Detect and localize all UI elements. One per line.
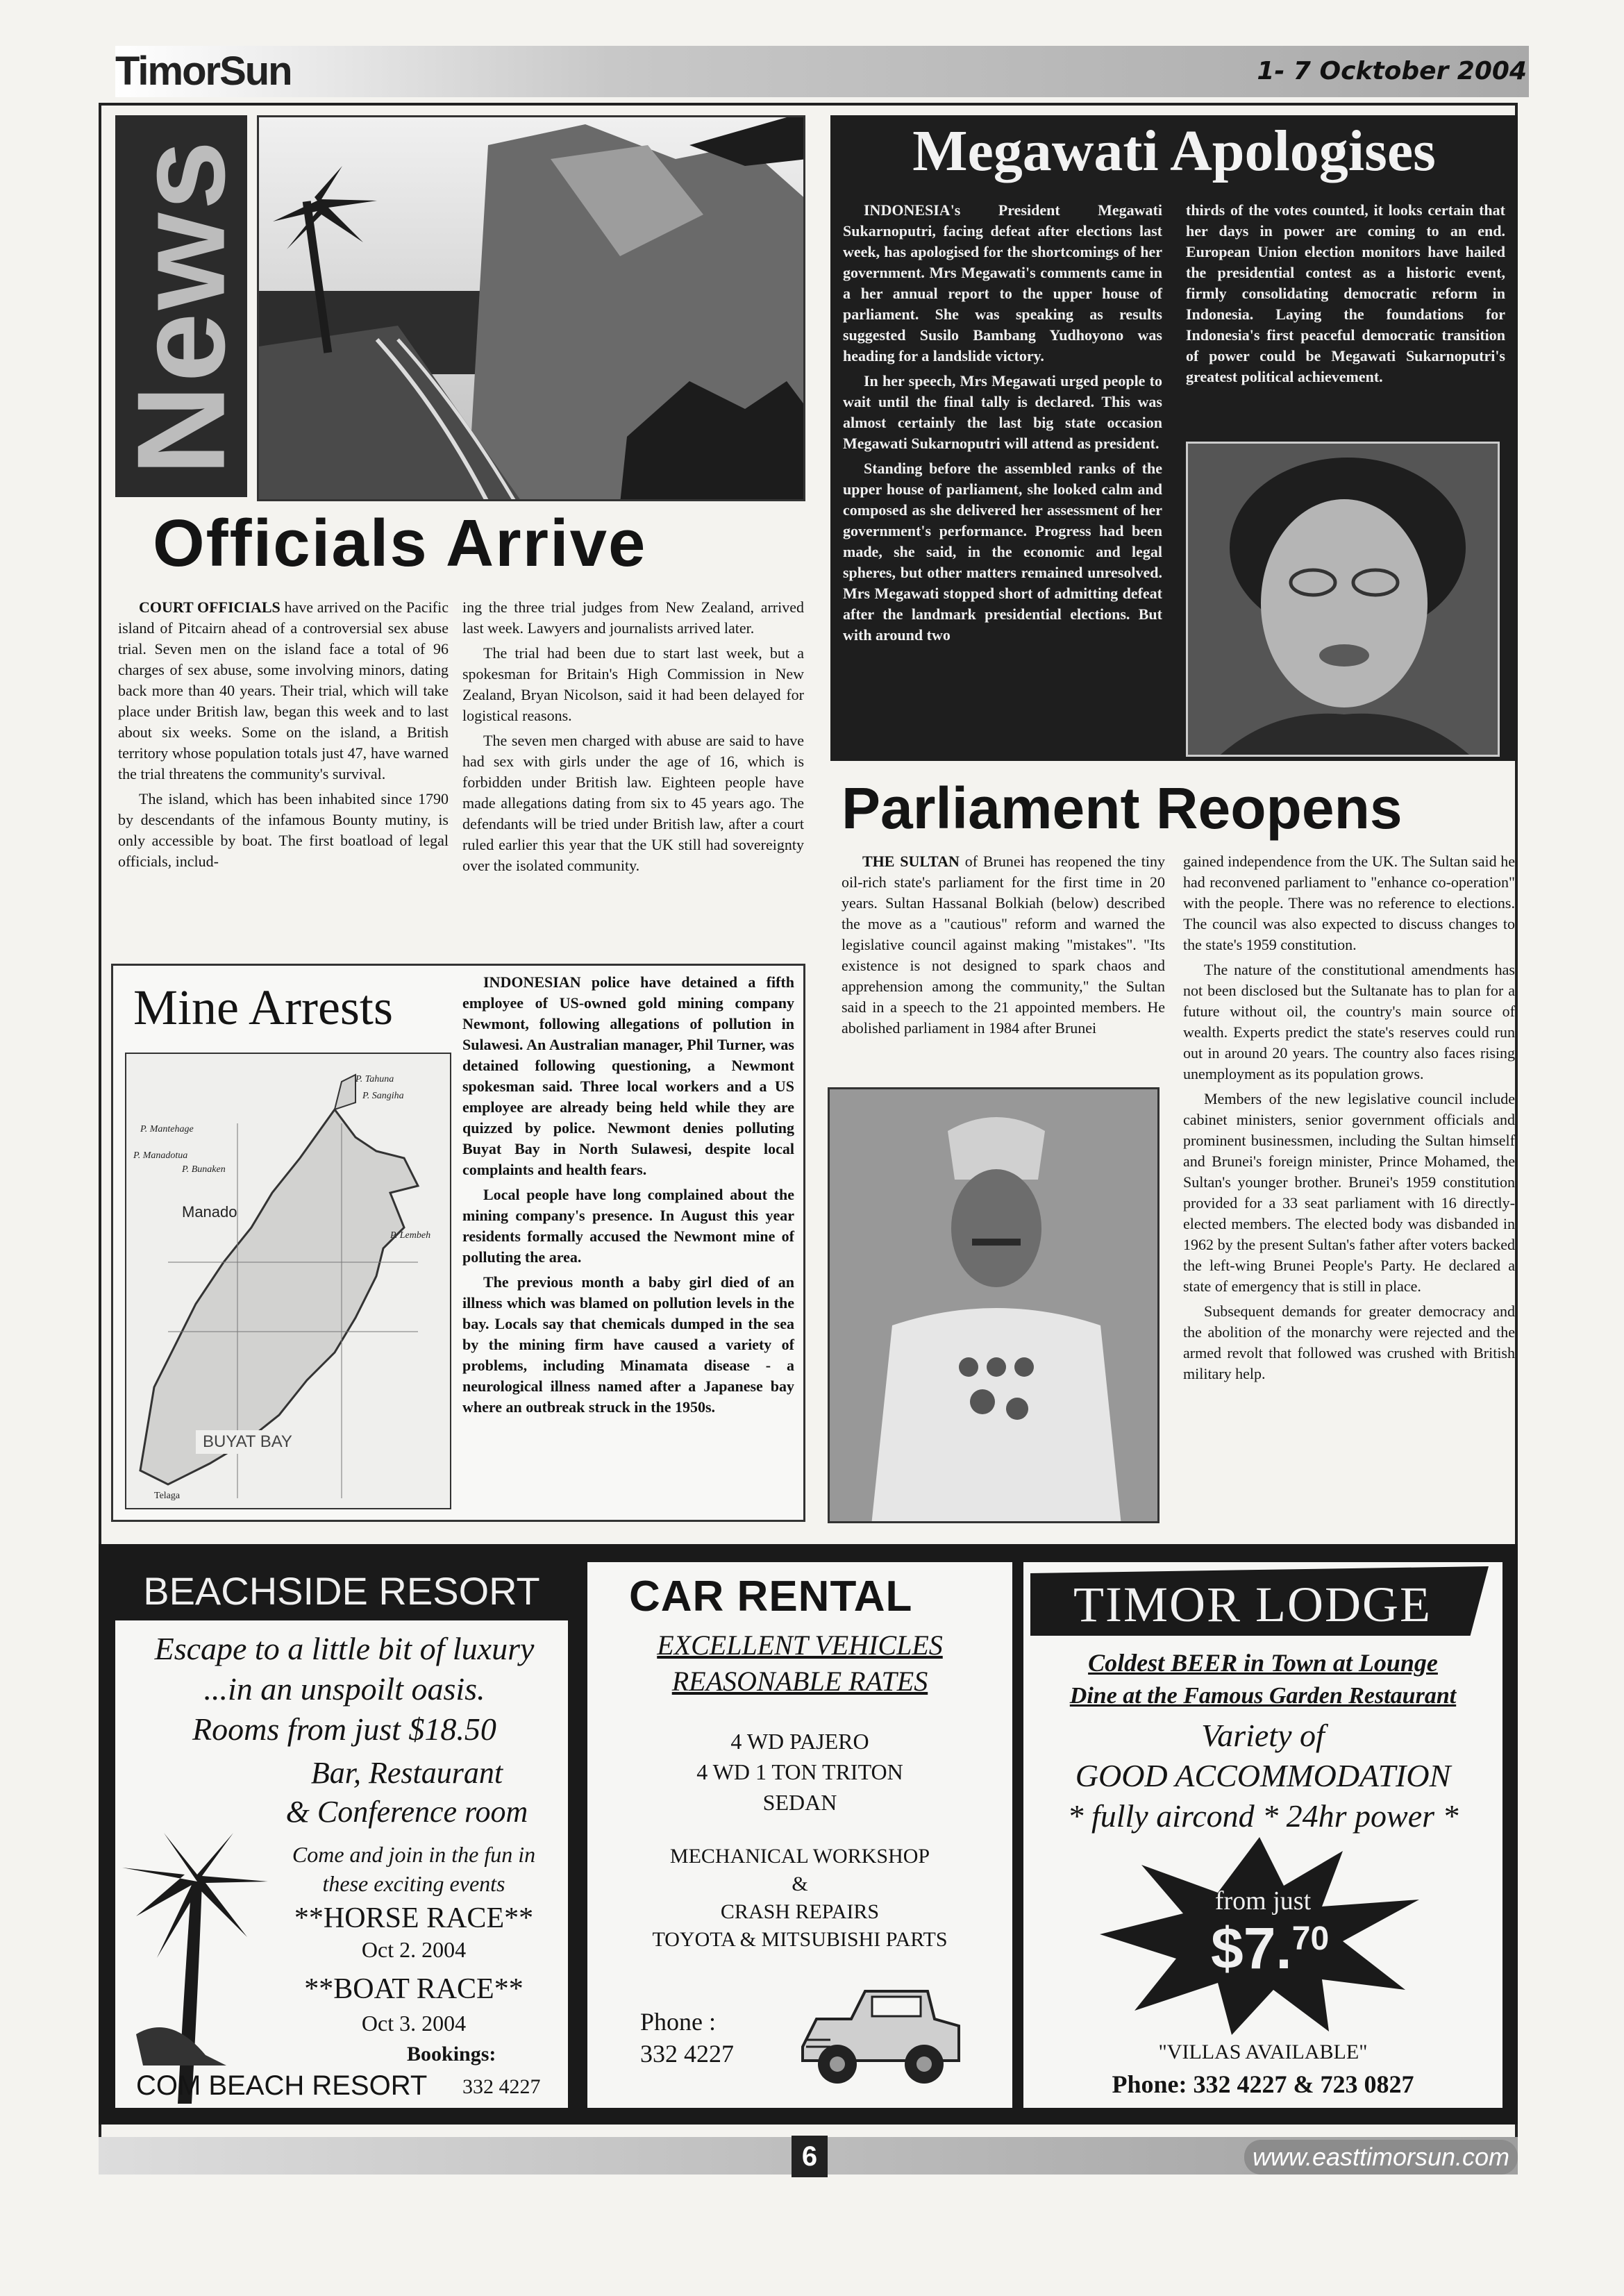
beach-ad-line: Come and join in the fun in — [292, 1842, 536, 1867]
map-label-manado: Manado — [182, 1203, 237, 1221]
car-ad-vehicles — [587, 1726, 1012, 1818]
map-label-buyat: BUYAT BAY — [203, 1432, 292, 1451]
issue-date: 1- 7 Ocktober 2004 — [1257, 57, 1527, 85]
megawati-para: thirds of the votes counted, it looks certain that her days in power are coming to an end. European Union election monitors have hailed the presidential contest as a historic event, firmly consolidating democratic reform in Indonesia. Laying the foundations for Indonesia's first peaceful democratic transition of power could be Megawati Sukarnoputri's greatest political achievement. — [1186, 201, 1505, 385]
car-ad-tagline: REASONABLE RATES — [671, 1666, 928, 1697]
parliament-para: gained independence from the UK. The Sultan said he had reconvened parliament to "enhance co-operation" with the people. There was no reference to elections. The council was also expected to discuss changes to the state's 1959 constitution. — [1183, 853, 1515, 953]
service-item: CRASH REPAIRS — [720, 1900, 880, 1923]
lodge-ad-title: TIMOR LODGE — [1073, 1577, 1432, 1632]
map-label-sangiha: P. Sangiha — [362, 1091, 404, 1101]
lodge-ad-villas: "VILLAS AVAILABLE" — [1158, 2041, 1368, 2063]
car-ad-tagline: EXCELLENT VEHICLES — [657, 1629, 943, 1661]
car-ad-taglines — [587, 1627, 1012, 1700]
mine-headline: Mine Arrests — [133, 980, 393, 1035]
megawati-column-2 — [1186, 200, 1505, 392]
megawati-portrait — [1186, 442, 1500, 757]
boat-race-event: **BOAT RACE** — [304, 1973, 524, 2005]
map-label-bunaken: P. Bunaken — [182, 1164, 226, 1175]
parliament-column-1 — [842, 851, 1165, 1043]
palm-tree-icon — [115, 1826, 275, 2104]
beach-ad-line: these exciting events — [322, 1871, 505, 1896]
bookings-phone: 332 4227 — [462, 2075, 541, 2098]
beach-ad-tagline — [136, 1629, 553, 1750]
beach-ad-title: BEACHSIDE RESORT — [115, 1562, 568, 1620]
horse-race-date: Oct 2. 2004 — [361, 1937, 467, 1962]
beach-ad-events — [275, 1901, 553, 2037]
car-ad-phone: 332 4227 — [640, 2040, 734, 2068]
megawati-headline: Megawati Apologises — [912, 119, 1436, 183]
vehicle-item: SEDAN — [762, 1790, 837, 1815]
coastline-illustration — [259, 117, 805, 501]
beach-ad-facilities — [254, 1754, 560, 1832]
horse-race-event: **HORSE RACE** — [294, 1902, 534, 1934]
mine-para: The previous month a baby girl died of an illness which was blamed on pollution levels in the bay. Locals say that chemicals dumped in the sea by the mining firm have caused a variety of problems, including Minamata disease - a neurological illness named after a Japanese bay where an outbreak struck in the 1950s. — [462, 1273, 794, 1416]
mine-para-text: police have detained a fifth employee of US-owned gold mining company Newmont, following allegations of pollution in Sulawesi. An Australian manager, Phil Turner, was detained following questioning, a Newmont spokesman said. Three local workers and a US employee are already being held while they are quizzed by police. Newmont denies polluting Buyat Bay in North Sulawesi, despite local complaints and health fears. — [462, 973, 794, 1178]
parliament-para: The nature of the constitutional amendments has not been disclosed but the Sultanate has to plan for a future without oil, the country's main source of wealth. Experts predict the state's reserves could run out in around 20 years. The country also faces rising unemployment as its population grows. — [1183, 961, 1515, 1082]
officials-lead: COURT OFFICIALS — [139, 598, 281, 616]
car-rental-ad — [587, 1562, 1012, 2108]
page-number: 6 — [792, 2136, 828, 2177]
beach-ad-line: Escape to a little bit of luxury — [154, 1631, 535, 1666]
section-label-text: News — [111, 137, 251, 476]
service-item: & — [792, 1872, 808, 1895]
beach-ad-events-intro — [261, 1840, 567, 1898]
map-label-lembeh: P. Lembeh — [390, 1230, 431, 1241]
parliament-para: Subsequent demands for greater democracy and the abolition of the monarchy were rejected and the armed revolt that followed was crushed with British military help. — [1183, 1302, 1515, 1382]
map-label-mantehage: P. Mantehage — [140, 1124, 194, 1134]
mine-column — [462, 972, 794, 1422]
lodge-ad-phone: Phone: 332 4227 & 723 0827 — [1112, 2070, 1414, 2098]
vehicle-item: 4 WD 1 TON TRITON — [696, 1759, 903, 1784]
portrait-illustration — [1188, 444, 1500, 757]
officials-para: The seven men charged with abuse are said to have had sex with girls under the age of 16, which is forbidden under British law. Eighteen people have made allegations dating from six to 45 years ago. The defendants will be tried under British law, after a court ruled earlier this year that the UK still had sovereignty over the isolated community. — [462, 732, 804, 874]
megawati-para: In her speech, Mrs Megawati urged people to wait until the final tally is declared. This was almost certainly the last big state occasion Megawati Sukarnoputri will attend as president. — [843, 372, 1162, 452]
beach-ad-line: ...in an unspoilt oasis. — [203, 1671, 485, 1707]
lodge-ad-amenities: * fully aircond * 24hr power * — [1067, 1798, 1459, 1834]
com-beach-resort-name: COM BEACH RESORT — [136, 2070, 428, 2101]
map-label-manadotua: P. Manadotua — [133, 1150, 188, 1161]
map-label-tahuna: P. Tahuna — [355, 1074, 394, 1084]
lodge-ad-variety: Variety of — [1201, 1718, 1325, 1753]
timor-lodge-ad — [1023, 1562, 1502, 2108]
parliament-column-2 — [1183, 851, 1515, 1389]
officials-column-1 — [118, 597, 449, 876]
car-ad-services — [587, 1843, 1012, 1954]
officials-para: ing the three trial judges from New Zealand, arrived last week. Lawyers and journalists arrived later. — [462, 598, 804, 637]
mine-lead: INDONESIAN — [483, 973, 581, 991]
parliament-headline: Parliament Reopens — [842, 776, 1403, 841]
map-label-telaga: Telaga — [154, 1491, 181, 1501]
officials-headline: Officials Arrive — [153, 506, 647, 580]
car-ad-title: CAR RENTAL — [629, 1573, 913, 1620]
sultan-portrait — [828, 1087, 1160, 1523]
parliament-para-text: of Brunei has reopened the tiny oil-rich state's parliament for the first time in 20 years. Sultan Hassanal Bolkiah (below) described the move as a "cautious" reform and warned the legislative council against making "mistakes". "Its existence is not designed to spark chaos and apprehension among the community," the Sultan said in a speech to the 21 appointed members. He abolished parliament in 1984 after Brunei — [842, 853, 1165, 1037]
price-cents: 70 — [1291, 1920, 1330, 1957]
sultan-illustration — [830, 1089, 1160, 1523]
beachside-resort-ad — [115, 1562, 568, 2108]
mine-para: Local people have long complained about the mining company's presence. In August this year residents formally accused the Newmont mine of polluting the area. — [462, 1186, 794, 1266]
lodge-ad-price — [1211, 1915, 1329, 1981]
website-link[interactable]: www.easttimorsun.com — [1244, 2140, 1518, 2175]
officials-para — [118, 597, 449, 785]
officials-para: The trial had been due to start last week, but a spokesman for Britain's High Commission in New Zealand, Bryan Nicolson, said it had been delayed for logistical reasons. — [462, 644, 804, 724]
vehicle-item: 4 WD PAJERO — [730, 1729, 869, 1754]
sulawesi-map — [125, 1053, 451, 1509]
parliament-lead: THE SULTAN — [862, 853, 960, 870]
beach-ad-line: & Conference room — [285, 1795, 528, 1829]
lodge-ad-from: from just — [1214, 1886, 1312, 1916]
lodge-ad-dine: Dine at the Famous Garden Restaurant — [1069, 1683, 1457, 1709]
lodge-ad-accommodation: GOOD ACCOMMODATION — [1075, 1758, 1451, 1793]
jeep-icon — [789, 1977, 969, 2095]
service-item: TOYOTA & MITSUBISHI PARTS — [652, 1928, 948, 1951]
officials-para-text: have arrived on the Pacific island of Pitcairn ahead of a controversial sex abuse trial. Seven men on the island face a total of 96 charges of sex abuse, some involving minors, dating back more than 40 years. Their trial, which will take place under British law, began this week and to last about six weeks. Some on the island, a British territory whose population totals just 47, have warned the trial threatens the community's survival. — [118, 598, 449, 782]
officials-column-2 — [462, 597, 804, 880]
megawati-column-1 — [843, 200, 1162, 650]
masthead-logo: TimorSun — [115, 49, 292, 94]
lodge-ad-beer: Coldest BEER in Town at Lounge — [1088, 1649, 1438, 1677]
megawati-para: Standing before the assembled ranks of the upper house of parliament, she looked calm and composed as she delivered her assessment of her government's performance. Progress had been made, she said, in the economic and legal spheres, but other matters remained unresolved. Mrs Megawati stopped short of admitting defeat after the landmark presidential elections. But with around two — [843, 460, 1162, 644]
bookings-label: Bookings: — [407, 2043, 496, 2065]
service-item: MECHANICAL WORKSHOP — [669, 1845, 930, 1868]
boat-race-date: Oct 3. 2004 — [361, 2011, 467, 2036]
car-ad-phone-label: Phone : — [640, 2008, 717, 2036]
parliament-para: Members of the new legislative council include cabinet ministers, senior government officials and prominent businessmen, including the Sultan himself and Brunei's foreign minister, Prince Mohamed, the Sultan's younger brother. Brunei's 1959 constitution provided for a 33 seat parliament with 16 directly-elected members. The elected body was disbanded in 1962 by the present Sultan's father after voters backed the left-wing Brunei People's Party. He declared a state of emergency that is still in place. — [1183, 1090, 1515, 1295]
section-label — [111, 115, 251, 497]
beach-ad-price: Rooms from just $18.50 — [192, 1711, 496, 1747]
megawati-para: INDONESIA's President Megawati Sukarnoputri, facing defeat after elections last week, has apologised for the shortcomings of her government. Mrs Megawati's comments came in a her annual report to the upper house of parliament. She was speaking as results suggested Susilo Bambang Yudhoyono was heading for a landslide victory. — [843, 201, 1162, 364]
coastline-photo — [257, 115, 805, 501]
parliament-para — [842, 851, 1165, 1039]
beach-ad-line: Bar, Restaurant — [310, 1756, 503, 1790]
map-illustration — [126, 1054, 451, 1509]
mine-para — [462, 972, 794, 1180]
officials-para: The island, which has been inhabited since 1790 by descendants of the infamous Bounty mutiny, is only accessible by boat. The first boatload of legal officials, includ- — [118, 790, 449, 870]
price-dollars: $7. — [1211, 1916, 1292, 1981]
